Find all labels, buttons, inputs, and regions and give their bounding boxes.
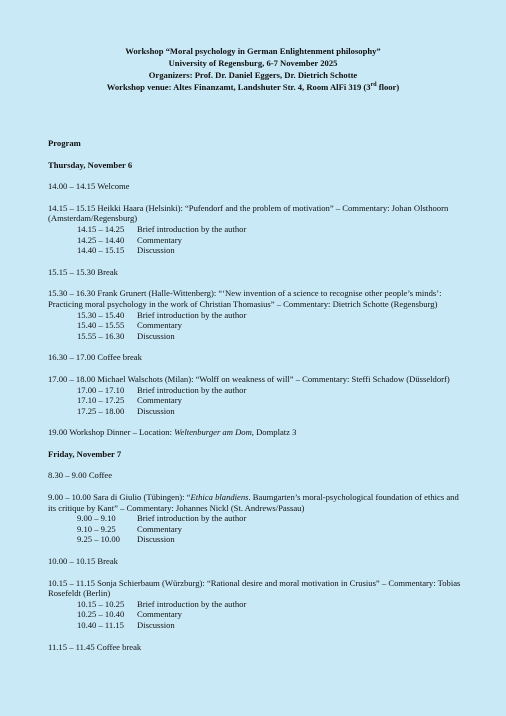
coffee-break-item: 11.15 – 11.45 Coffee break xyxy=(48,641,142,652)
session-subitem: 14.40 – 15.15 Discussion xyxy=(77,245,175,256)
organizers: Organizers: Prof. Dr. Daniel Eggers, Dr. Dietrich Schotte xyxy=(148,70,358,80)
session-item xyxy=(48,288,468,341)
day-heading-thursday: Thursday, November 6 xyxy=(48,159,133,170)
session-subitem: 10.40 – 11.15 Discussion xyxy=(77,620,175,630)
session-subitem: 14.25 – 14.40 Commentary xyxy=(77,234,182,245)
session-subitem: 15.30 – 15.40 Brief introduction by the author xyxy=(77,309,247,320)
venue: Workshop venue: Altes Finanzamt, Landshuter Str. 4, Room AlFi 319 (3rd floor) xyxy=(106,82,400,92)
session-description: 17.00 – 18.00 Michael Walschots (Milan): “Wolff on weakness of will” – Commentary: Steffi Schadow (Düsseldorf) xyxy=(48,373,450,384)
program-body xyxy=(48,138,468,652)
session-subitem: 15.40 – 15.55 Commentary xyxy=(77,320,182,331)
program-heading: Program xyxy=(48,138,81,148)
session-subitem: 9.10 – 9.25 Commentary xyxy=(77,523,182,534)
session-description: 14.15 – 15.15 Heikki Haara (Helsinki): “Pufendorf and the problem of motivation” – Commentary: Johan Olsthoorn (Amsterdam/Regensburg) xyxy=(48,202,449,224)
session-subitem: 17.10 – 17.25 Commentary xyxy=(77,395,182,406)
break-item: 15.15 – 15.30 Break xyxy=(48,266,118,277)
session-subitem: 10.15 – 10.25 Brief introduction by the author xyxy=(77,598,247,609)
session-subitem: 10.25 – 10.40 Commentary xyxy=(77,609,182,620)
session-item xyxy=(48,374,468,416)
workshop-title: Workshop “Moral psychology in German Enlightenment philosophy” xyxy=(125,46,381,56)
coffee-break-item: 16.30 – 17.00 Coffee break xyxy=(48,352,142,363)
session-item xyxy=(48,492,468,545)
break-item: 10.00 – 10.15 Break xyxy=(48,556,118,567)
coffee-item: 8.30 – 9.00 Coffee xyxy=(48,470,113,481)
session-subitem: 9.25 – 10.00 Discussion xyxy=(77,534,175,545)
session-subitem: 17.00 – 17.10 Brief introduction by the author xyxy=(77,384,247,395)
session-description: 10.15 – 11.15 Sonja Schierbaum (Würzburg): “Rational desire and moral motivation in Crusius” – Commentary: Tobias Rosefeldt (Berlin) xyxy=(48,577,461,599)
session-item xyxy=(48,203,468,256)
document-header xyxy=(0,45,506,93)
session-subitem: 9.00 – 9.10 Brief introduction by the author xyxy=(77,513,247,524)
session-subitem: 15.55 – 16.30 Discussion xyxy=(77,330,175,341)
dinner-item: 19.00 Workshop Dinner – Location: Weltenburger am Dom, Domplatz 3 xyxy=(48,427,297,438)
day-heading-friday: Friday, November 7 xyxy=(48,448,122,459)
session-description: 15.30 – 16.30 Frank Grunert (Halle-Wittenberg): “‘New invention of a science to recognise other people’s minds’: Practicing moral psychology in the work of Christian Thomasius” – Commentary: Dietrich Schotte (Regensburg) xyxy=(48,288,442,309)
university-date: University of Regensburg, 6-7 November 2025 xyxy=(168,58,338,68)
session-item xyxy=(48,578,468,631)
session-subitem: 14.15 – 14.25 Brief introduction by the author xyxy=(77,223,247,234)
welcome-item: 14.00 – 14.15 Welcome xyxy=(48,181,130,192)
session-description: 9.00 – 10.00 Sara di Giulio (Tübingen): “Ethica blandiens. Baumgarten’s moral-psychological foundation of ethics and its critique by Kant” – Commentary: Johannes Nickl (St. Andrews/Passau) xyxy=(48,492,459,513)
session-subitem: 17.25 – 18.00 Discussion xyxy=(77,405,175,416)
